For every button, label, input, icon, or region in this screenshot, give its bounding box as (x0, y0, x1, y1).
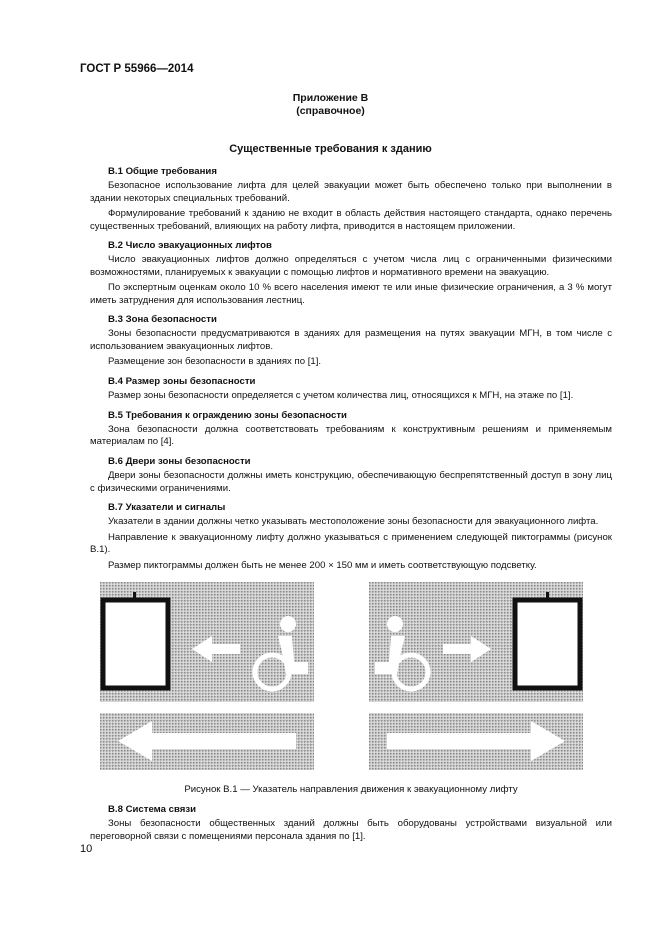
section-heading: В.7 Указатели и сигналы (108, 501, 226, 513)
elevator-right-sign-icon (369, 582, 583, 770)
section-heading: В.5 Требования к ограждению зоны безопасности (108, 409, 347, 421)
elevator-left-sign-icon (100, 582, 314, 770)
paragraph: Число эвакуационных лифтов должно определяться с учетом числа лиц с ограниченными физическими возможностями, планируемых к эвакуации с помощью лифтов и нормативного времени на эвакуацию. (90, 254, 612, 278)
annex-heading: Существенные требования к зданию (229, 143, 432, 155)
annex-title: Приложение В (292, 92, 369, 104)
paragraph: Формулирование требований к зданию не входит в область действия настоящего стандарта, однако перечень существенных требований, влияющих на работу лифта, приводится в настоящем приложении. (90, 208, 612, 232)
section-heading: В.6 Двери зоны безопасности (108, 455, 251, 467)
paragraph: Размер пиктограммы должен быть не менее 200 × 150 мм и иметь соответствующую подсветку. (108, 559, 537, 571)
paragraph: Размер зоны безопасности определяется с учетом количества лиц, относящихся к МГН, на этаже по [1]. (108, 390, 574, 402)
paragraph: Направление к эвакуационному лифту должно указываться с применением следующей пиктограммы (рисунок В.1). (90, 531, 612, 556)
section-heading: В.3 Зона безопасности (108, 314, 217, 326)
page-number: 10 (80, 843, 93, 855)
paragraph: Двери зоны безопасности должны иметь конструкцию, обеспечивающую беспрепятственный доступ в зону лиц с физическими ограничениями. (90, 470, 612, 494)
paragraph: Зона безопасности должна соответствовать требованиям к конструктивным решениям и применяемым материалам по [4]. (90, 423, 612, 448)
figure (90, 582, 612, 796)
document-code: ГОСТ Р 55966—2014 (80, 63, 194, 75)
section-heading: В.2 Число эвакуационных лифтов (108, 240, 272, 252)
section-heading: В.8 Система связи (108, 803, 197, 815)
section-heading: В.1 Общие требования (108, 166, 217, 177)
document-body (90, 166, 612, 846)
paragraph: Зоны безопасности предусматриваются в зданиях для размещения на путях эвакуации МГН, в том числе с использованием эвакуационных лифтов. (90, 328, 612, 352)
figure-caption: Рисунок В.1 — Указатель направления движения к эвакуационному лифту (184, 783, 518, 795)
paragraph: Безопасное использование лифта для целей эвакуации может быть обеспечено только при выполнении в здании некоторых специальных требований. (90, 180, 612, 204)
section-heading: В.4 Размер зоны безопасности (108, 375, 256, 387)
paragraph: Указатели в здании должны четко указывать местоположение зоны безопасности для эвакуационного лифта. (108, 516, 599, 528)
paragraph: Размещение зон безопасности в зданиях по [1]. (108, 356, 322, 368)
annex-subtitle: (справочное) (296, 105, 365, 117)
paragraph: По экспертным оценкам около 10 % всего населения имеют те или иные физические ограничения, а 3 % могут иметь затруднения для использования лестниц. (90, 282, 612, 306)
paragraph: Зоны безопасности общественных зданий должны быть оборудованы устройствами визуальной или переговорной связи с помещениями персонала здания по [1]. (90, 818, 612, 842)
